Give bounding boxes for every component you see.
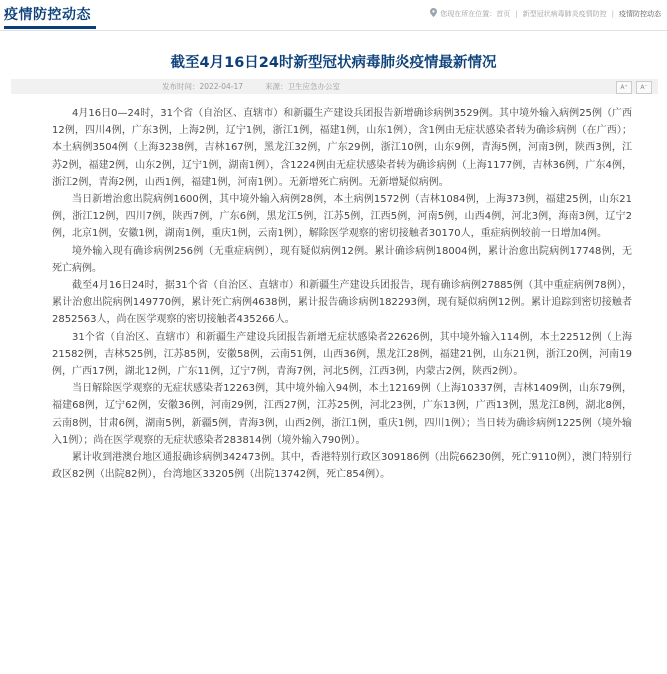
article-paragraph: 4月16日0—24时，31个省（自治区、直辖市）和新疆生产建设兵团报告新增确诊病例3529例。其中境外输入病例25例（广西12例，四川4例，广东3例，上海2例，辽宁1例，浙江1例，福建1例，山东1例），含1例由无症状感染者转为确诊病例（在广西）；本土病例3504例（上海3238例，吉林167例，黑龙江32例，广东29例，浙江10例，山东9例，青海5例，河南3例，陕西3例，江苏2例，福建2例，山东2例，辽宁1例，湖南1例），含1224例由无症状感染者转为确诊病例（上海1177例，吉林36例，广东4例，浙江2例，青海2例，山西1例，福建1例，河南1例）。无新增死亡病例。无新增疑似病例。 xyxy=(52,108,632,188)
section-title-underline xyxy=(4,26,96,29)
font-increase-button[interactable]: A⁺ xyxy=(616,81,632,94)
font-size-controls xyxy=(616,81,652,94)
breadcrumb xyxy=(430,8,661,19)
article-body xyxy=(52,105,632,483)
publish-date: 发布时间：2022-04-17 xyxy=(161,82,244,91)
breadcrumb-location-label: 您现在所在位置： xyxy=(440,9,497,18)
article-paragraph: 当日新增治愈出院病例1600例，其中境外输入病例28例，本土病例1572例（吉林1084例，上海373例，福建25例，山东21例，浙江12例，四川7例，陕西7例，广东6例，黑龙江5例，江苏5例，江西5例，河南5例，山西4例，河北3例，海南3例，辽宁2例，北京1例，安徽1例，湖南1例，重庆1例，云南1例），解除医学观察的密切接触者30170人，重症病例较前一日增加4例。 xyxy=(52,194,632,240)
article-source: 来源：卫生应急办公室 xyxy=(265,82,341,91)
location-pin-icon xyxy=(430,8,437,19)
article-title: 截至4月16日24时新型冠状病毒肺炎疫情最新情况 xyxy=(170,55,497,71)
article-paragraph: 当日解除医学观察的无症状感染者12263例，其中境外输入94例，本土12169例（上海10337例，吉林1409例，山东79例，福建68例，辽宁62例，安徽36例，河南29例，江西27例，江苏25例，河北23例，广东13例，广西13例，黑龙江8例，湖北8例，云南8例，甘肃6例，湖南5例，新疆5例，青海3例，山西2例，浙江1例，重庆1例，四川1例）；当日转为确诊病例1225例（境外输入1例）；尚在医学观察的无症状感染者283814例（境外输入790例）。 xyxy=(52,383,632,446)
breadcrumb-separator: | xyxy=(611,9,614,18)
breadcrumb-item-current[interactable]: 疫情防控动态 xyxy=(619,9,661,18)
article-paragraph: 31个省（自治区、直辖市）和新疆生产建设兵团报告新增无症状感染者22626例，其中境外输入114例，本土22512例（上海21582例，吉林525例，江苏85例，安徽58例，云南51例，山西36例，黑龙江28例，福建21例，山东21例，浙江20例，河南19例，广西17例，湖北12例，广东11例，辽宁7例，青海7例，河北5例，江西3例，内蒙古2例，陕西2例）。 xyxy=(52,331,632,378)
article-paragraph: 截至4月16日24时，据31个省（自治区、直辖市）和新疆生产建设兵团报告，现有确诊病例27885例（其中重症病例78例），累计治愈出院病例149770例，累计死亡病例4638例，累计报告确诊病例182293例，现有疑似病例12例。累计追踪到密切接触者2852563人，尚在医学观察的密切接触者435266人。 xyxy=(52,280,632,326)
section-title: 疫情防控动态 xyxy=(4,7,91,23)
breadcrumb-item-home[interactable]: 首页 xyxy=(496,9,511,18)
article-paragraph: 境外输入现有确诊病例256例（无重症病例），现有疑似病例12例。累计确诊病例18004例，累计治愈出院病例17748例，无死亡病例。 xyxy=(52,245,632,274)
font-decrease-button[interactable]: A⁻ xyxy=(636,81,652,94)
article-meta xyxy=(11,79,491,94)
page-header xyxy=(0,0,667,31)
article-paragraph: 累计收到港澳台地区通报确诊病例342473例。其中，香港特别行政区309186例（出院66230例，死亡9110例），澳门特别行政区82例（出院82例），台湾地区33205例（出院13742例，死亡854例）。 xyxy=(52,452,632,481)
breadcrumb-item-covid-prevention[interactable]: 新型冠状病毒肺炎疫情防控 xyxy=(522,9,607,18)
breadcrumb-separator: | xyxy=(515,9,518,18)
article-meta-bar xyxy=(11,79,658,94)
